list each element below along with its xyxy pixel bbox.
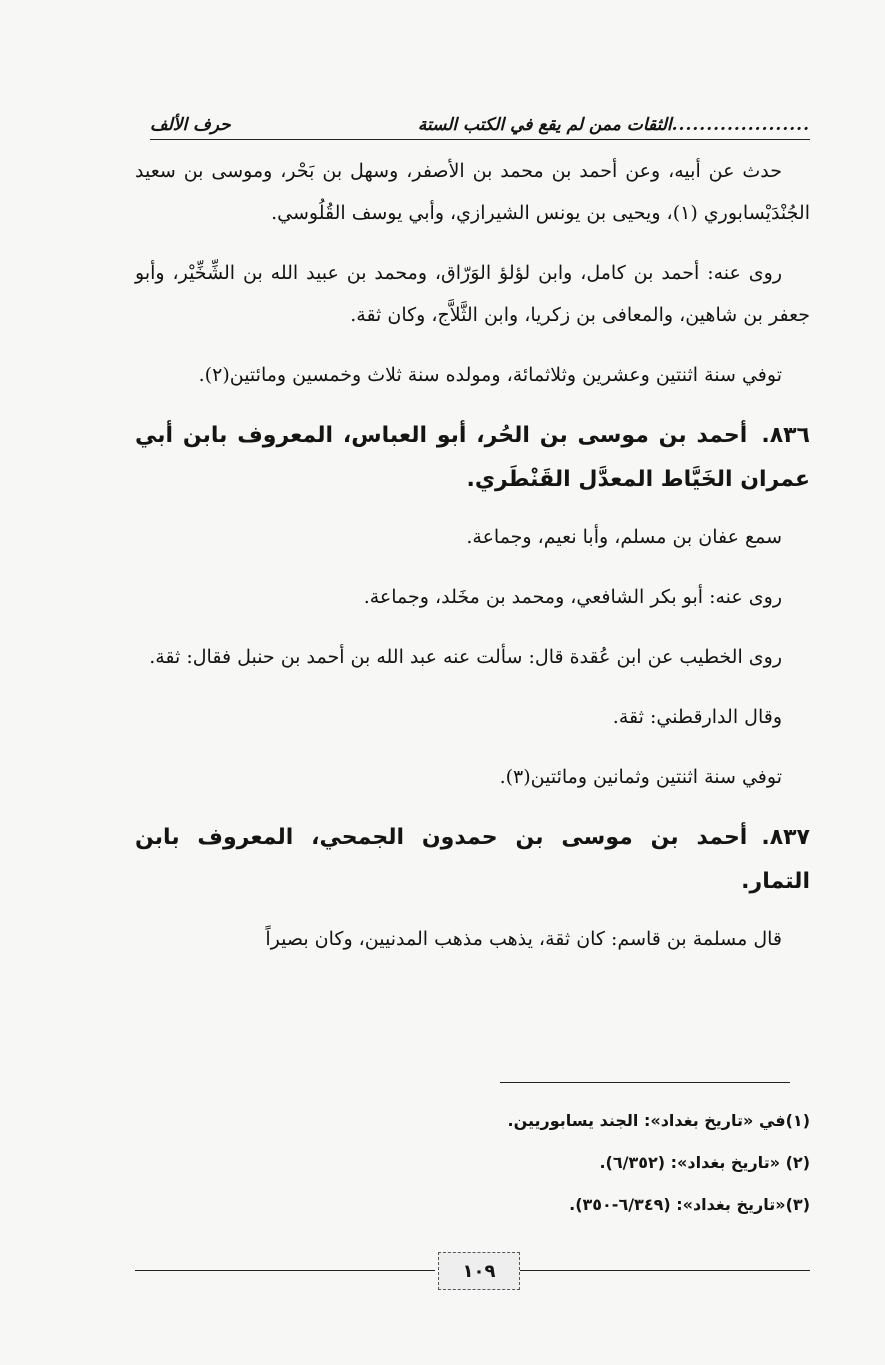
header-title-group: [418, 115, 810, 135]
entry-heading-836: [135, 414, 810, 502]
page-number: ١٠٩: [438, 1252, 520, 1290]
paragraph: سمع عفان بن مسلم، وأبا نعيم، وجماعة.: [466, 526, 782, 548]
entry-title: أحمد بن موسى بن حمدون الجمحي، المعروف بابن التمار.: [135, 825, 810, 894]
entry-number: ٨٣٦.: [761, 423, 810, 448]
footer-rule-right: [520, 1270, 810, 1271]
header-book-title: الثقات ممن لم يقع في الكتب الستة: [417, 115, 672, 135]
entry-heading-837: [135, 816, 810, 904]
footnotes: [135, 1082, 810, 1226]
footer-rule-left: [135, 1270, 435, 1271]
entry-title: أحمد بن موسى بن الحُر، أبو العباس، المعروف بابن أبي عمران الخَيَّاط المعدَّل القَنْطَري.: [135, 423, 810, 492]
paragraph: توفي سنة اثنتين وثمانين ومائتين(٣).: [499, 766, 782, 788]
paragraph: حدث عن أبيه، وعن أحمد بن محمد بن الأصفر، وسهل بن بَحْر، وموسى بن سعيد الجُنْدَيْسابوري (١)، ويحيى بن يونس الشيرازي، وأبي يوسف القُلُوسي.: [135, 160, 810, 224]
paragraph: روى الخطيب عن ابن عُقدة قال: سألت عنه عبد الله بن أحمد بن حنبل فقال: ثقة.: [149, 646, 782, 668]
paragraph: روى عنه: أبو بكر الشافعي، ومحمد بن مخَلد، وجماعة.: [363, 586, 782, 608]
paragraph: توفي سنة اثنتين وعشرين وثلاثمائة، ومولده سنة ثلاث وخمسين ومائتين(٢).: [198, 364, 782, 386]
footnote-1: (١)في «تاريخ بغداد»: الجند يسابوريين.: [507, 1111, 810, 1130]
footnote-2: (٢) «تاريخ بغداد»: (٦/٣٥٢).: [599, 1153, 810, 1172]
header-chapter: حرف الألف: [150, 115, 231, 135]
entry-number: ٨٣٧.: [761, 825, 810, 850]
paragraph: وقال الدارقطني: ثقة.: [612, 706, 782, 728]
running-header: [150, 95, 810, 140]
paragraph: روى عنه: أحمد بن كامل، وابن لؤلؤ الوَرّاق، ومحمد بن عبيد الله بن الشِّخِّيْر، وأبو جعفر بن شاهين، والمعافى بن زكريا، وابن الثَّلاَّج، وكان ثقة.: [135, 262, 810, 326]
header-dots: ....................: [671, 115, 810, 135]
footnote-3: (٣)«تاريخ بغداد»: (٦/٣٤٩-٣٥٠).: [569, 1195, 810, 1214]
paragraph: قال مسلمة بن قاسم: كان ثقة، يذهب مذهب المدنيين، وكان بصيراً: [265, 928, 782, 950]
main-text: [135, 150, 810, 978]
